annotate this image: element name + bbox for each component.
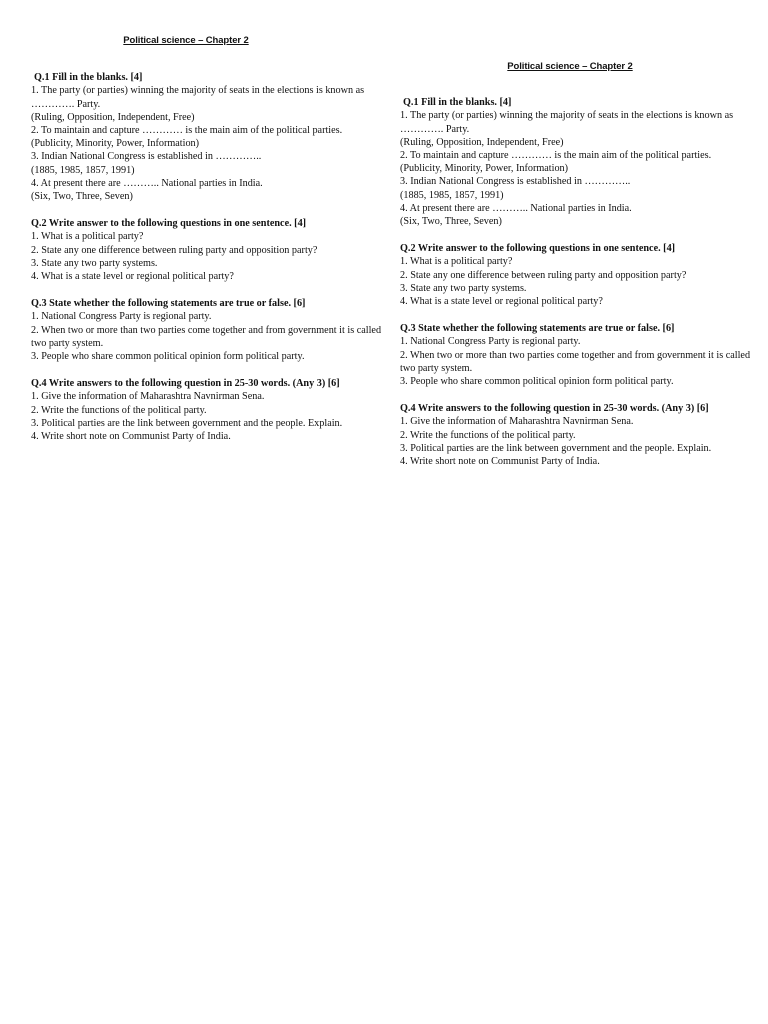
question-line: 2. When two or more than two parties come together and from government it is called two party system. (400, 349, 751, 374)
question-line: 4. What is a state level or regional political party? (31, 271, 234, 283)
question-line: 2. To maintain and capture ………… is the main aim of the political parties. (31, 125, 343, 137)
question-heading: Q.4 Write answers to the following question in 25-30 words. (Any 3) [6] (400, 403, 709, 415)
question-heading: Q.1 Fill in the blanks. [4] (34, 72, 143, 84)
question-line: 2. State any one difference between ruling party and opposition party? (31, 244, 318, 256)
section-q4 (31, 377, 391, 443)
options-line: (1885, 1985, 1857, 1991) (31, 164, 135, 176)
question-line: 3. State any two party systems. (31, 257, 158, 269)
question-line: 1. Give the information of Maharashtra Navnirman Sena. (31, 391, 265, 403)
question-heading: Q.4 Write answers to the following question in 25-30 words. (Any 3) [6] (31, 378, 340, 390)
question-line: 4. At present there are ……….. National parties in India. (31, 177, 263, 189)
question-line: 2. To maintain and capture ………… is the main aim of the political parties. (400, 150, 712, 162)
section-q3 (400, 322, 760, 388)
section-q2 (400, 242, 760, 308)
question-line: 3. Political parties are the link between government and the people. Explain. (400, 442, 712, 454)
page-title: Political science – Chapter 2 (507, 61, 633, 72)
options-line: (Publicity, Minority, Power, Information) (400, 163, 569, 175)
question-sheet-left (31, 34, 391, 457)
options-line: (Ruling, Opposition, Independent, Free) (31, 111, 195, 123)
question-line: 2. State any one difference between ruling party and opposition party? (400, 269, 687, 281)
question-line: 4. At present there are ……….. National parties in India. (400, 202, 632, 214)
question-line: 1. Give the information of Maharashtra Navnirman Sena. (400, 416, 634, 428)
section-q2 (31, 217, 391, 283)
question-line: 2. Write the functions of the political party. (31, 404, 207, 416)
question-line: 4. Write short note on Communist Party of India. (31, 431, 231, 443)
question-heading: Q.1 Fill in the blanks. [4] (403, 97, 512, 109)
section-q1 (400, 96, 760, 228)
question-line: 1. What is a political party? (400, 256, 513, 268)
options-line: (1885, 1985, 1857, 1991) (400, 189, 504, 201)
question-line: 1. National Congress Party is regional party. (31, 311, 212, 323)
question-line: 3. Indian National Congress is established in ………….. (400, 176, 631, 188)
options-line: (Ruling, Opposition, Independent, Free) (400, 136, 564, 148)
options-line: (Publicity, Minority, Power, Information) (31, 138, 200, 150)
section-q3 (31, 297, 391, 363)
page-title: Political science – Chapter 2 (123, 35, 249, 46)
question-line: 4. What is a state level or regional political party? (400, 296, 603, 308)
section-q1 (31, 71, 391, 203)
question-line: 3. State any two party systems. (400, 282, 527, 294)
question-heading: Q.3 State whether the following statements are true or false. [6] (31, 298, 306, 310)
question-line: 1. The party (or parties) winning the majority of seats in the elections is known as …………. Party. (31, 85, 365, 110)
question-line: 1. The party (or parties) winning the majority of seats in the elections is known as …………. Party. (400, 110, 734, 135)
question-line: 2. Write the functions of the political party. (400, 429, 576, 441)
section-q4 (400, 402, 760, 468)
question-line: 3. People who share common political opinion form political party. (31, 351, 305, 363)
question-line: 1. What is a political party? (31, 231, 144, 243)
question-line: 4. Write short note on Communist Party of India. (400, 456, 600, 468)
question-heading: Q.2 Write answer to the following questions in one sentence. [4] (31, 218, 307, 230)
question-line: 3. People who share common political opinion form political party. (400, 376, 674, 388)
question-line: 3. Indian National Congress is established in ………….. (31, 151, 262, 163)
question-line: 1. National Congress Party is regional party. (400, 336, 581, 348)
question-line: 2. When two or more than two parties come together and from government it is called two party system. (31, 324, 382, 349)
question-heading: Q.3 State whether the following statements are true or false. [6] (400, 323, 675, 335)
question-heading: Q.2 Write answer to the following questions in one sentence. [4] (400, 243, 676, 255)
options-line: (Six, Two, Three, Seven) (400, 216, 502, 228)
question-line: 3. Political parties are the link between government and the people. Explain. (31, 417, 343, 429)
question-sheet-right (400, 60, 760, 482)
options-line: (Six, Two, Three, Seven) (31, 191, 133, 203)
